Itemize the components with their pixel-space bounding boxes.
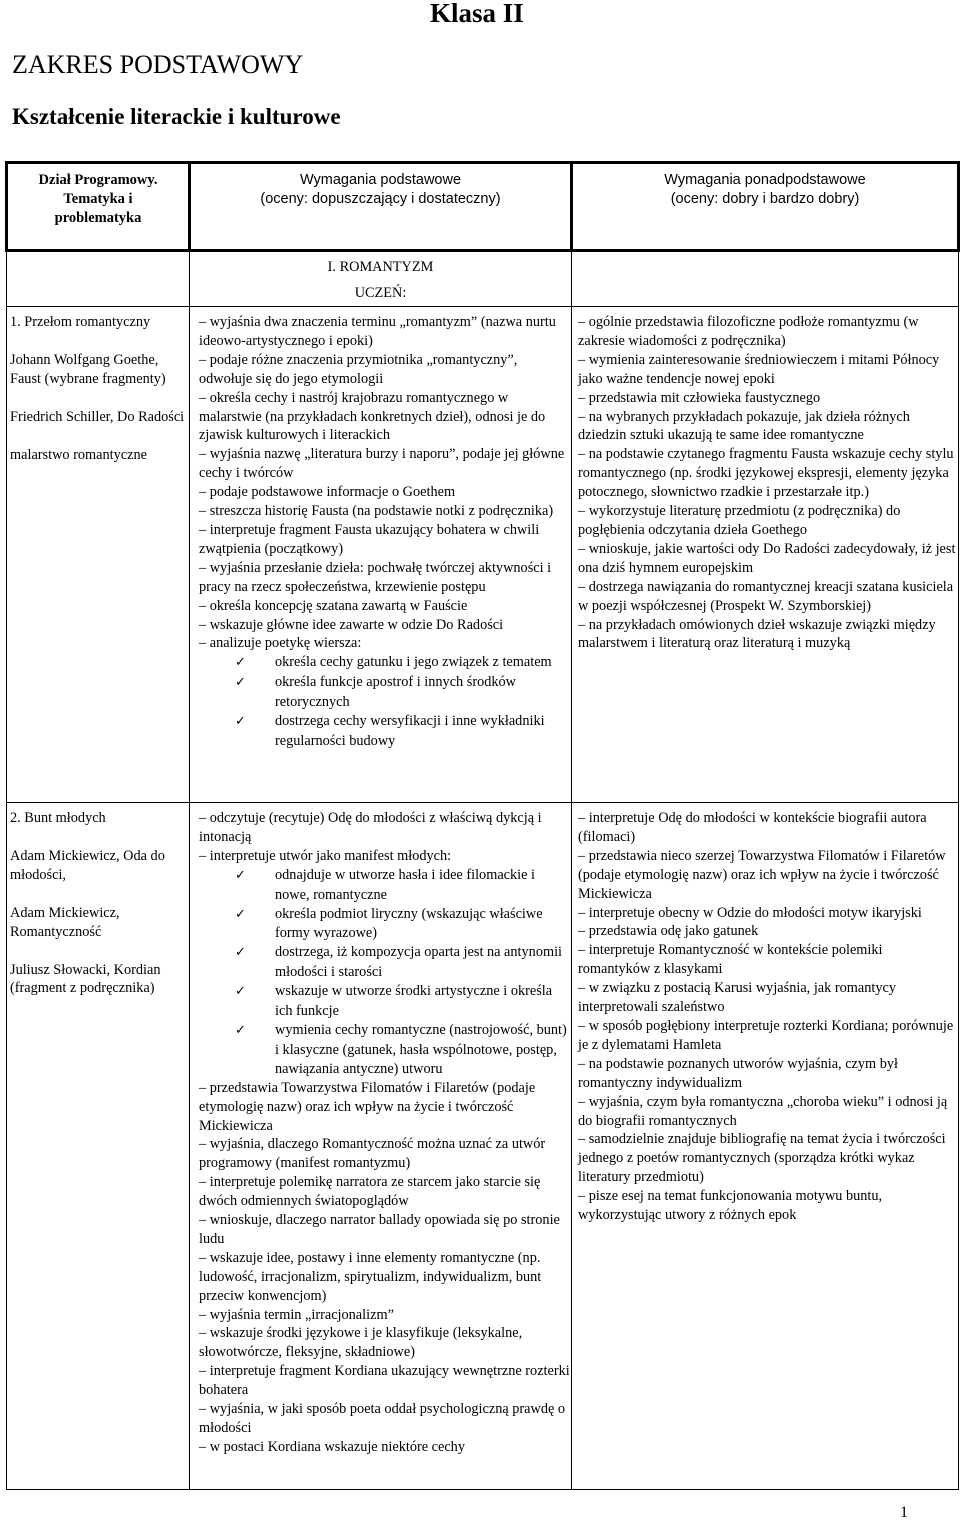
topic-work: Friedrich Schiller, Do Radości (10, 408, 185, 425)
requirement-item: – wskazuje idee, postawy i inne elementy romantyczne (np. ludowość, irracjonalizm, spirytualizm, indywidualizm, bunt przeciw konwencjom) (199, 1249, 542, 1304)
requirement-item: – wykorzystuje literaturę przedmiotu (z podręcznika) do pogłębienia odczytania dzieła Goethego (578, 503, 901, 538)
requirement-item: – wskazuje środki językowe i je klasyfikuje (leksykalne, słowotwórcze, fleksyjne, składniowe) (199, 1325, 523, 1361)
header-advanced-title: Wymagania ponadpodstawowe (664, 172, 866, 188)
requirement-item: – interpretuje Romantyczność w kontekście polemiki romantyków z klasykami (578, 942, 883, 978)
requirement-item: – interpretuje fragment Kordiana ukazujący wewnętrzne rozterki bohatera (199, 1363, 570, 1399)
topic-work: Adam Mickiewicz, Oda do młodości, (10, 847, 165, 883)
checkmark-item: ✓ określa podmiot liryczny (wskazując właściwe formy wyrazowe) (199, 905, 571, 944)
requirement-item: – podaje podstawowe informacje o Goethem (199, 484, 456, 501)
requirement-item: – w związku z postacią Karusi wyjaśnia, jak romantycy interpretowali szaleństwo (578, 980, 897, 1016)
header-advanced-grades: (oceny: dobry i bardzo dobry) (670, 191, 860, 207)
section-row (7, 251, 959, 307)
advanced-requirements-cell (572, 803, 959, 1490)
requirement-item: – dostrzega nawiązania do romantycznej kreacji szatana kusiciela w poezji współczesnej (Prospekt W. Szymborskiej) (578, 578, 954, 614)
requirement-item: – w sposób pogłębiony interpretuje rozterki Kordiana; porównuje je z dylematami Hamleta (578, 1017, 954, 1053)
section-title: I. ROMANTYZM (327, 259, 434, 275)
class-heading: Klasa II (430, 0, 524, 28)
requirement-item: – interpretuje obecny w Odzie do młodości motyw ikaryjski (578, 904, 922, 921)
scope-heading: ZAKRES PODSTAWOWY (12, 50, 304, 79)
topic-title: 1. Przełom romantyczny (10, 314, 151, 330)
requirement-item: – ogólnie przedstawia filozoficzne podłoże romantyzmu (w zakresie wiadomości z podręcznika) (578, 314, 919, 349)
row-bunt (7, 803, 959, 1490)
requirement-item: – wnioskuje, jakie wartości ody Do Radości zadecydowały, iż jest ona dziś hymnem europejskim (578, 540, 956, 576)
topic-work: Juliusz Słowacki, Kordian (fragment z podręcznika) (10, 961, 161, 997)
header-col-topic (7, 163, 190, 251)
requirement-item: – wyjaśnia termin „irracjonalizm” (199, 1306, 394, 1323)
topic-cell (7, 307, 190, 803)
requirement-item: – na podstawie poznanych utworów wyjaśnia, czym był romantyczny indywidualizm (578, 1055, 899, 1091)
requirement-item: – na wybranych przykładach pokazuje, jak dzieła różnych dziedzin sztuki ukazują te same idee romantyczne (578, 408, 910, 444)
section-student-label: UCZEŃ: (354, 285, 407, 301)
requirement-item: – streszcza historię Fausta (na podstawie notki z podręcznika) (199, 503, 554, 520)
curriculum-table (5, 161, 960, 1490)
checkmark-item: ✓ określa cechy gatunku i jego związek z tematem (199, 653, 571, 673)
requirement-item: – wskazuje główne idee zawarte w odzie Do Radości (199, 616, 504, 633)
topic-work: Johann Wolfgang Goethe, Faust (wybrane fragmenty) (10, 351, 166, 387)
requirement-item: – wymienia zainteresowanie średniowieczem i mitami Północy jako ważne tendencje nowej epoki (578, 351, 940, 387)
requirement-item: – pisze esej na temat funkcjonowania motywu buntu, wykorzystując utwory z różnych epok (578, 1188, 883, 1224)
requirement-item: – samodzielnie znajduje bibliografię na temat życia i twórczości jednego z poetów romantycznych (sporządza krótki wykaz literatury przedmiotu) (578, 1131, 946, 1186)
header-topic-label: Dział Programowy. Tematyka i problematyka (38, 172, 158, 226)
header-col-advanced (572, 163, 959, 251)
requirement-item: – interpretuje fragment Fausta ukazujący bohatera w chwili zwątpienia (początkowy) (199, 521, 540, 557)
requirement-item: – w postaci Kordiana wskazuje niektóre cechy (199, 1438, 465, 1455)
header-row (7, 163, 959, 251)
requirement-item: – wyjaśnia, czym była romantyczna „choroba wieku” i odnosi ją do biografii romantycznych (578, 1093, 948, 1129)
requirement-item: – interpretuje polemikę narratora ze starcem jako starcie się dwóch odmiennych światopoglądów (199, 1174, 541, 1210)
checkmark-item: ✓ dostrzega, iż kompozycja oparta jest na antynomii młodości i starości (199, 943, 571, 982)
requirement-item: – przedstawia odę jako gatunek (578, 923, 759, 940)
checkmark-item: ✓ wymienia cechy romantyczne (nastrojowość, bunt) i klasyczne (gatunek, hasła wspólnotowe, postęp, nawiązania antyczne) utworu (199, 1021, 571, 1079)
requirement-item: – wyjaśnia, w jaki sposób poeta oddał psychologiczną prawdę o młodości (199, 1401, 566, 1436)
checkmark-item: ✓ wskazuje w utworze środki artystyczne i określa ich funkcje (199, 982, 571, 1021)
requirement-item: – odczytuje (recytuje) Odę do młodości z właściwą dykcją i intonacją (199, 810, 542, 845)
header-basic-grades: (oceny: dopuszczający i dostateczny) (260, 191, 501, 207)
requirement-item: – wyjaśnia, dlaczego Romantyczność można uznać za utwór programowy (manifest romantyzmu) (199, 1136, 546, 1172)
requirement-item: – interpretuje utwór jako manifest młodych: (199, 847, 452, 864)
requirement-item: – na przykładach omówionych dzieł wskazuje związki między malarstwem i literaturą oraz literaturą i muzyką (578, 616, 936, 652)
section-subtitle: Kształcenie literackie i kulturowe (12, 104, 341, 129)
requirement-item: – przedstawia mit człowieka faustycznego (578, 389, 821, 406)
row-przelom (7, 307, 959, 803)
requirement-item: – przedstawia nieco szerzej Towarzystwa Filomatów i Filaretów (podaje etymologię nazw) oraz ich wpływ na życie i twórczość Mickiewicza (578, 847, 946, 902)
basic-requirements-cell (190, 803, 572, 1490)
page-number: 1 (900, 1504, 908, 1521)
requirement-item: – wyjaśnia przesłanie dzieła: pochwałę twórczej aktywności i pracy na rzecz społeczeństwa, krzewienie postępu (199, 559, 552, 595)
section-title-cell (190, 251, 572, 307)
topic-cell (7, 803, 190, 1490)
checkmark-item: ✓ określa funkcje apostrof i innych środków retorycznych (199, 673, 571, 712)
checkmark-item: ✓ odnajduje w utworze hasła i idee filomackie i nowe, romantyczne (199, 866, 571, 905)
basic-requirements-cell (190, 307, 572, 803)
requirement-item: – przedstawia Towarzystwa Filomatów i Filaretów (podaje etymologię nazw) oraz ich wpływ na życie i twórczość Mickiewicza (199, 1079, 536, 1134)
requirement-item: – analizuje poetykę wiersza: (199, 635, 362, 652)
requirement-item: – interpretuje Odę do młodości w kontekście biografii autora (filomaci) (578, 810, 927, 845)
requirement-item: – na podstawie czytanego fragmentu Fausta wskazuje cechy stylu romantycznego (np. środki językowej ekspresji, elementy języka potocznego, słownictwo rzadkie i przestarzałe itp.) (578, 446, 954, 501)
requirement-item: – określa cechy i nastrój krajobrazu romantycznego w malarstwie (na przykładach konkretnych dzieł), odnosi je do zjawisk kulturowych i literackich (199, 389, 546, 444)
topic-work: Adam Mickiewicz, Romantyczność (10, 904, 120, 940)
header-basic-title: Wymagania podstawowe (299, 172, 462, 188)
requirement-item: – wyjaśnia nazwę „literatura burzy i naporu”, podaje jej główne cechy i twórców (199, 446, 565, 482)
requirement-item: – podaje różne znaczenia przymiotnika „romantyczny”, odwołuje się do jego etymologii (199, 351, 518, 387)
topic-work: malarstwo romantyczne (10, 446, 147, 463)
requirement-item: – określa koncepcję szatana zawartą w Fauście (199, 597, 468, 614)
header-col-basic (190, 163, 572, 251)
requirement-item: – wnioskuje, dlaczego narrator ballady opowiada się po stronie ludu (199, 1212, 560, 1247)
topic-title: 2. Bunt młodych (10, 810, 106, 826)
requirement-item: – wyjaśnia dwa znaczenia terminu „romantyzm” (nazwa nurtu ideowo-artystycznego i epoki) (199, 314, 556, 349)
checkmark-item: ✓ dostrzega cechy wersyfikacji i inne wykładniki regularności budowy (199, 712, 571, 751)
advanced-requirements-cell (572, 307, 959, 803)
